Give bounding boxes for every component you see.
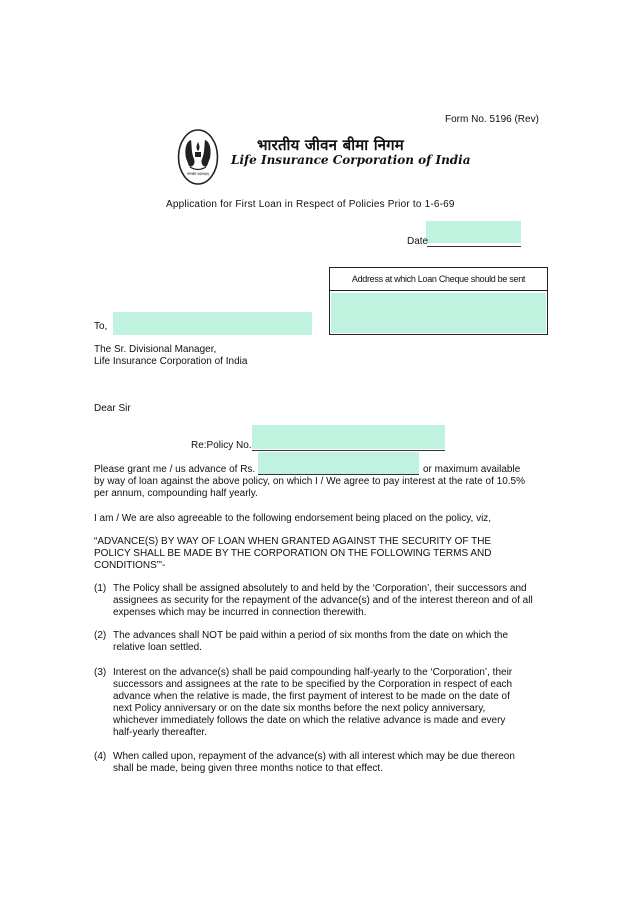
advance-amount-underline: [258, 474, 419, 475]
policy-number-label: Re:Policy No.: [191, 440, 252, 451]
policy-number-input[interactable]: [252, 425, 445, 449]
org-name-english: Life Insurance Corporation of India: [231, 153, 471, 167]
salutation: Dear Sir: [94, 403, 131, 414]
date-label: Date: [407, 236, 429, 247]
date-input[interactable]: [426, 221, 521, 243]
lic-logo-emblem-icon: [177, 128, 219, 186]
form-title: Application for First Loan in Respect of Policies Prior to 1-6-69: [166, 199, 455, 210]
logo-motto: योगक्षेमं वहाम्यहम्: [187, 172, 209, 176]
condition-number: (1): [94, 583, 107, 594]
date-underline: [427, 246, 521, 247]
addressee-line-2: Life Insurance Corporation of India: [94, 356, 248, 367]
lic-logo: [177, 128, 219, 186]
condition-text: The advances shall NOT be paid within a period of six months from the date on which the relative loan settled.: [113, 630, 509, 653]
loan-cheque-address-input[interactable]: [331, 293, 546, 333]
request-text-part1: Please grant me / us advance of Rs.: [94, 464, 256, 475]
addressee-line-1: The Sr. Divisional Manager,: [94, 344, 217, 355]
request-line-3: per annum, compounding half yearly.: [94, 488, 258, 499]
condition-text: The Policy shall be assigned absolutely to and held by the ‘Corporation’, their successors and assignees as security for the repayment of the advance(s) and of the interest thereon and of all expenses which may be incurred in connection therewith.: [113, 583, 533, 618]
request-line-2: by way of loan against the above policy, on which I / We agree to pay interest at the rate of 10.5%: [94, 476, 525, 487]
endorsement-text: “ADVANCE(S) BY WAY OF LOAN WHEN GRANTED AGAINST THE SECURITY OF THE POLICY SHALL BE MADE BY THE CORPORATION ON THE FOLLOWING TERMS AND CONDITIONS”'-: [94, 536, 492, 571]
condition-number: (2): [94, 630, 107, 641]
agree-text: I am / We are also agreeable to the following endorsement being placed on the policy, viz,: [94, 513, 492, 524]
request-text-part2: or maximum available: [423, 464, 521, 475]
condition-text: When called upon, repayment of the advance(s) with all interest which may be due thereon shall be made, being given three months notice to that effect.: [113, 751, 515, 774]
org-name-hindi: भारतीय जीवन बीमा निगम: [257, 136, 404, 154]
advance-amount-input[interactable]: [258, 452, 419, 474]
condition-number: (4): [94, 751, 107, 762]
condition-text: Interest on the advance(s) shall be paid compounding half-yearly to the ‘Corporation’, their successors and assignees at the rate to be specified by the Corporation in respect of each advance when the relative is made, the first payment of interest to be made on the date of next Policy anniversary or on the date six months before the next policy anniversary, whichever immediately follows the date on which the relative advance is made and every half-yearly thereafter.: [113, 667, 513, 738]
condition-number: (3): [94, 667, 107, 678]
address-box: [329, 267, 548, 335]
policy-number-underline: [252, 450, 445, 451]
address-box-heading: Address at which Loan Cheque should be sent: [330, 268, 547, 291]
form-number: Form No. 5196 (Rev): [445, 114, 539, 125]
to-label: To,: [94, 321, 108, 332]
to-input[interactable]: [113, 312, 312, 335]
